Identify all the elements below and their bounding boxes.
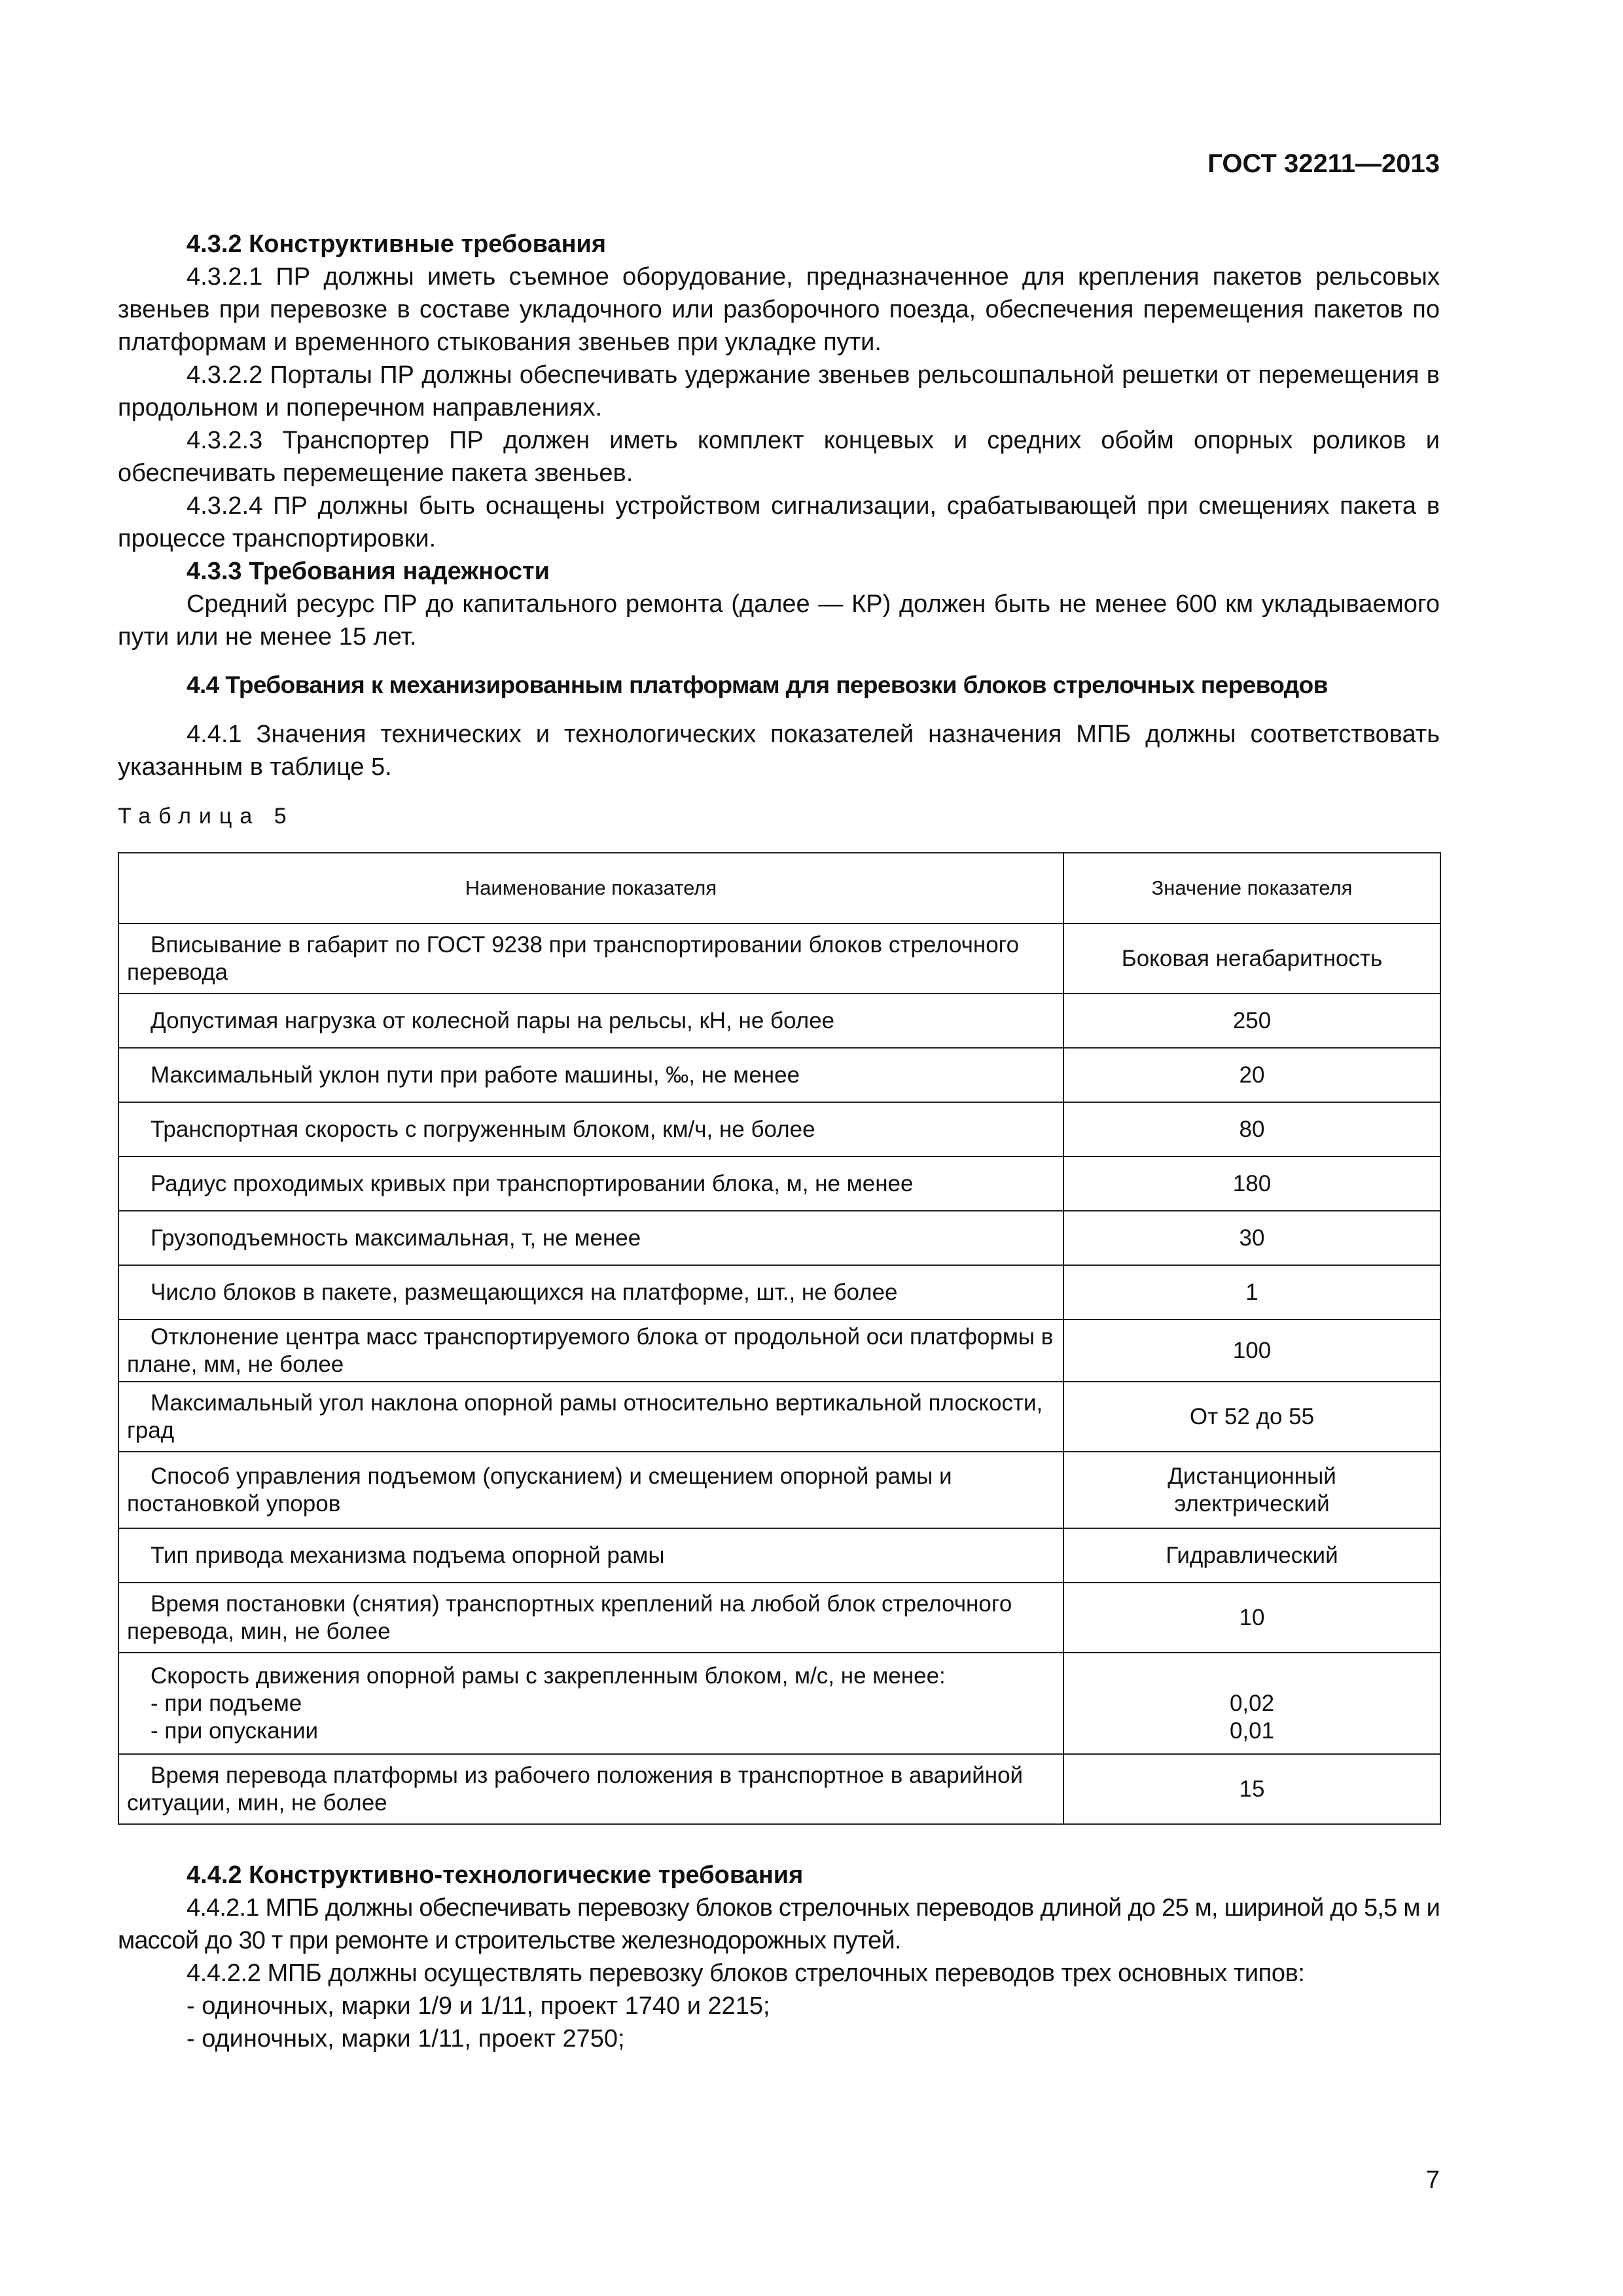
- row-value: Дистанционный электрический: [1063, 1452, 1440, 1528]
- row-value-raise: 0,02: [1229, 1690, 1275, 1716]
- paragraph-4-4-2-2: 4.4.2.2 МПБ должны осуществлять перевозку блоков стрелочных переводов трех основных типов:: [187, 1960, 1305, 1987]
- row-name: Максимальный уклон пути при работе машины, ‰, не менее: [118, 1048, 1063, 1102]
- row-value: 80: [1063, 1102, 1440, 1157]
- row-value: От 52 до 55: [1063, 1382, 1440, 1452]
- row-value: 180: [1063, 1157, 1440, 1211]
- parameters-table: [118, 852, 1441, 1825]
- row-name: Грузоподъемность максимальная, т, не менее: [118, 1211, 1063, 1265]
- table-row: [118, 994, 1440, 1048]
- section-4-3-3-title: 4.3.3 Требования надежности: [187, 558, 550, 585]
- row-name-sub-raise: - при подъеме: [151, 1690, 302, 1716]
- row-name: [118, 1653, 1063, 1754]
- row-name: Отклонение центра масс транспортируемого блока от продольной оси платформы в плане, мм, не более: [118, 1319, 1063, 1382]
- section-4-4-title: 4.4 Требования к механизированным платформам для перевозки блоков стрелочных переводов: [187, 672, 1328, 698]
- paragraph-4-4-2-1: 4.4.2.1 МПБ должны обеспечивать перевозку блоков стрелочных переводов длиной до 25 м, шириной до 5,5 м и массой до 30 т при ремонте и строительстве железнодорожных путей.: [118, 1894, 1440, 1954]
- document-header: ГОСТ 32211—2013: [1207, 149, 1440, 178]
- row-name: Число блоков в пакете, размещающихся на платформе, шт., не более: [118, 1265, 1063, 1319]
- table-row: [118, 1653, 1440, 1754]
- row-value: [1063, 1653, 1440, 1754]
- row-name: Допустимая нагрузка от колесной пары на рельсы, кН, не более: [118, 994, 1063, 1048]
- paragraph-4-3-2-2: 4.3.2.2 Порталы ПР должны обеспечивать удержание звеньев рельсошпальной решетки от перемещения в продольном и поперечном направлениях.: [118, 361, 1440, 422]
- list-item-2: - одиночных, марки 1/11, проект 2750;: [187, 2025, 625, 2053]
- table-caption: Таблица 5: [118, 804, 294, 829]
- row-name: Время постановки (снятия) транспортных креплений на любой блок стрелочного перевода, мин, не более: [118, 1583, 1063, 1653]
- row-name: Тип привода механизма подъема опорной рамы: [118, 1528, 1063, 1583]
- row-value: 10: [1063, 1583, 1440, 1653]
- row-name-main: Скорость движения опорной рамы с закрепленным блоком, м/с, не менее:: [151, 1662, 946, 1689]
- table-row: [118, 1319, 1440, 1382]
- row-value: 15: [1063, 1754, 1440, 1824]
- table-row: [118, 1102, 1440, 1157]
- table-row: [118, 1211, 1440, 1265]
- table-row: [118, 1754, 1440, 1824]
- section-4-4-2-title: 4.4.2 Конструктивно-технологические требования: [187, 1861, 804, 1889]
- row-name-sub-lower: - при опускании: [151, 1717, 319, 1744]
- row-name: Вписывание в габарит по ГОСТ 9238 при транспортировании блоков стрелочного перевода: [118, 924, 1063, 994]
- row-value: Боковая негабаритность: [1063, 924, 1440, 994]
- table-row: [118, 1157, 1440, 1211]
- row-value: 100: [1063, 1319, 1440, 1382]
- table-row: [118, 924, 1440, 994]
- table-row: [118, 1452, 1440, 1528]
- row-value-lower: 0,01: [1229, 1717, 1275, 1744]
- table-row: [118, 1382, 1440, 1452]
- row-name: Время перевода платформы из рабочего положения в транспортное в аварийной ситуации, мин, не более: [118, 1754, 1063, 1824]
- row-value: 1: [1063, 1265, 1440, 1319]
- row-name: Транспортная скорость с погруженным блоком, км/ч, не более: [118, 1102, 1063, 1157]
- row-name: Максимальный угол наклона опорной рамы относительно вертикальной плоскости, град: [118, 1382, 1063, 1452]
- row-value: Гидравлический: [1063, 1528, 1440, 1583]
- column-header-value: Значение показателя: [1063, 853, 1440, 924]
- row-value: 20: [1063, 1048, 1440, 1102]
- table-row: [118, 1048, 1440, 1102]
- table-row: [118, 1265, 1440, 1319]
- row-name: Способ управления подъемом (опусканием) и смещением опорной рамы и постановкой упоров: [118, 1452, 1063, 1528]
- paragraph-4-3-2-3: 4.3.2.3 Транспортер ПР должен иметь комплект концевых и средних обойм опорных роликов и обеспечивать перемещение пакета звеньев.: [118, 427, 1440, 487]
- paragraph-4-3-2-1: 4.3.2.1 ПР должны иметь съемное оборудование, предназначенное для крепления пакетов рельсовых звеньев при перевозке в составе укладочного или разборочного поезда, обеспечения перемещения пакетов по платформам и временного стыкования звеньев при укладке пути.: [118, 263, 1440, 356]
- paragraph-4-3-3: Средний ресурс ПР до капитального ремонта (далее — КР) должен быть не менее 600 км укладываемого пути или не менее 15 лет.: [118, 590, 1440, 651]
- page-number: 7: [1425, 2166, 1440, 2194]
- table-row: [118, 1583, 1440, 1653]
- paragraph-4-4-1: 4.4.1 Значения технических и технологических показателей назначения МПБ должны соответствовать указанным в таблице 5.: [118, 721, 1440, 781]
- section-4-3-2-title: 4.3.2 Конструктивные требования: [187, 230, 607, 258]
- row-value: 30: [1063, 1211, 1440, 1265]
- paragraph-4-3-2-4: 4.3.2.4 ПР должны быть оснащены устройством сигнализации, срабатывающей при смещениях пакета в процессе транспортировки.: [118, 492, 1440, 552]
- column-header-name: Наименование показателя: [118, 853, 1063, 924]
- list-item-1: - одиночных, марки 1/9 и 1/11, проект 1740 и 2215;: [187, 1992, 770, 2020]
- row-name: Радиус проходимых кривых при транспортировании блока, м, не менее: [118, 1157, 1063, 1211]
- table-header-row: [118, 853, 1440, 924]
- row-value: 250: [1063, 994, 1440, 1048]
- table-row: [118, 1528, 1440, 1583]
